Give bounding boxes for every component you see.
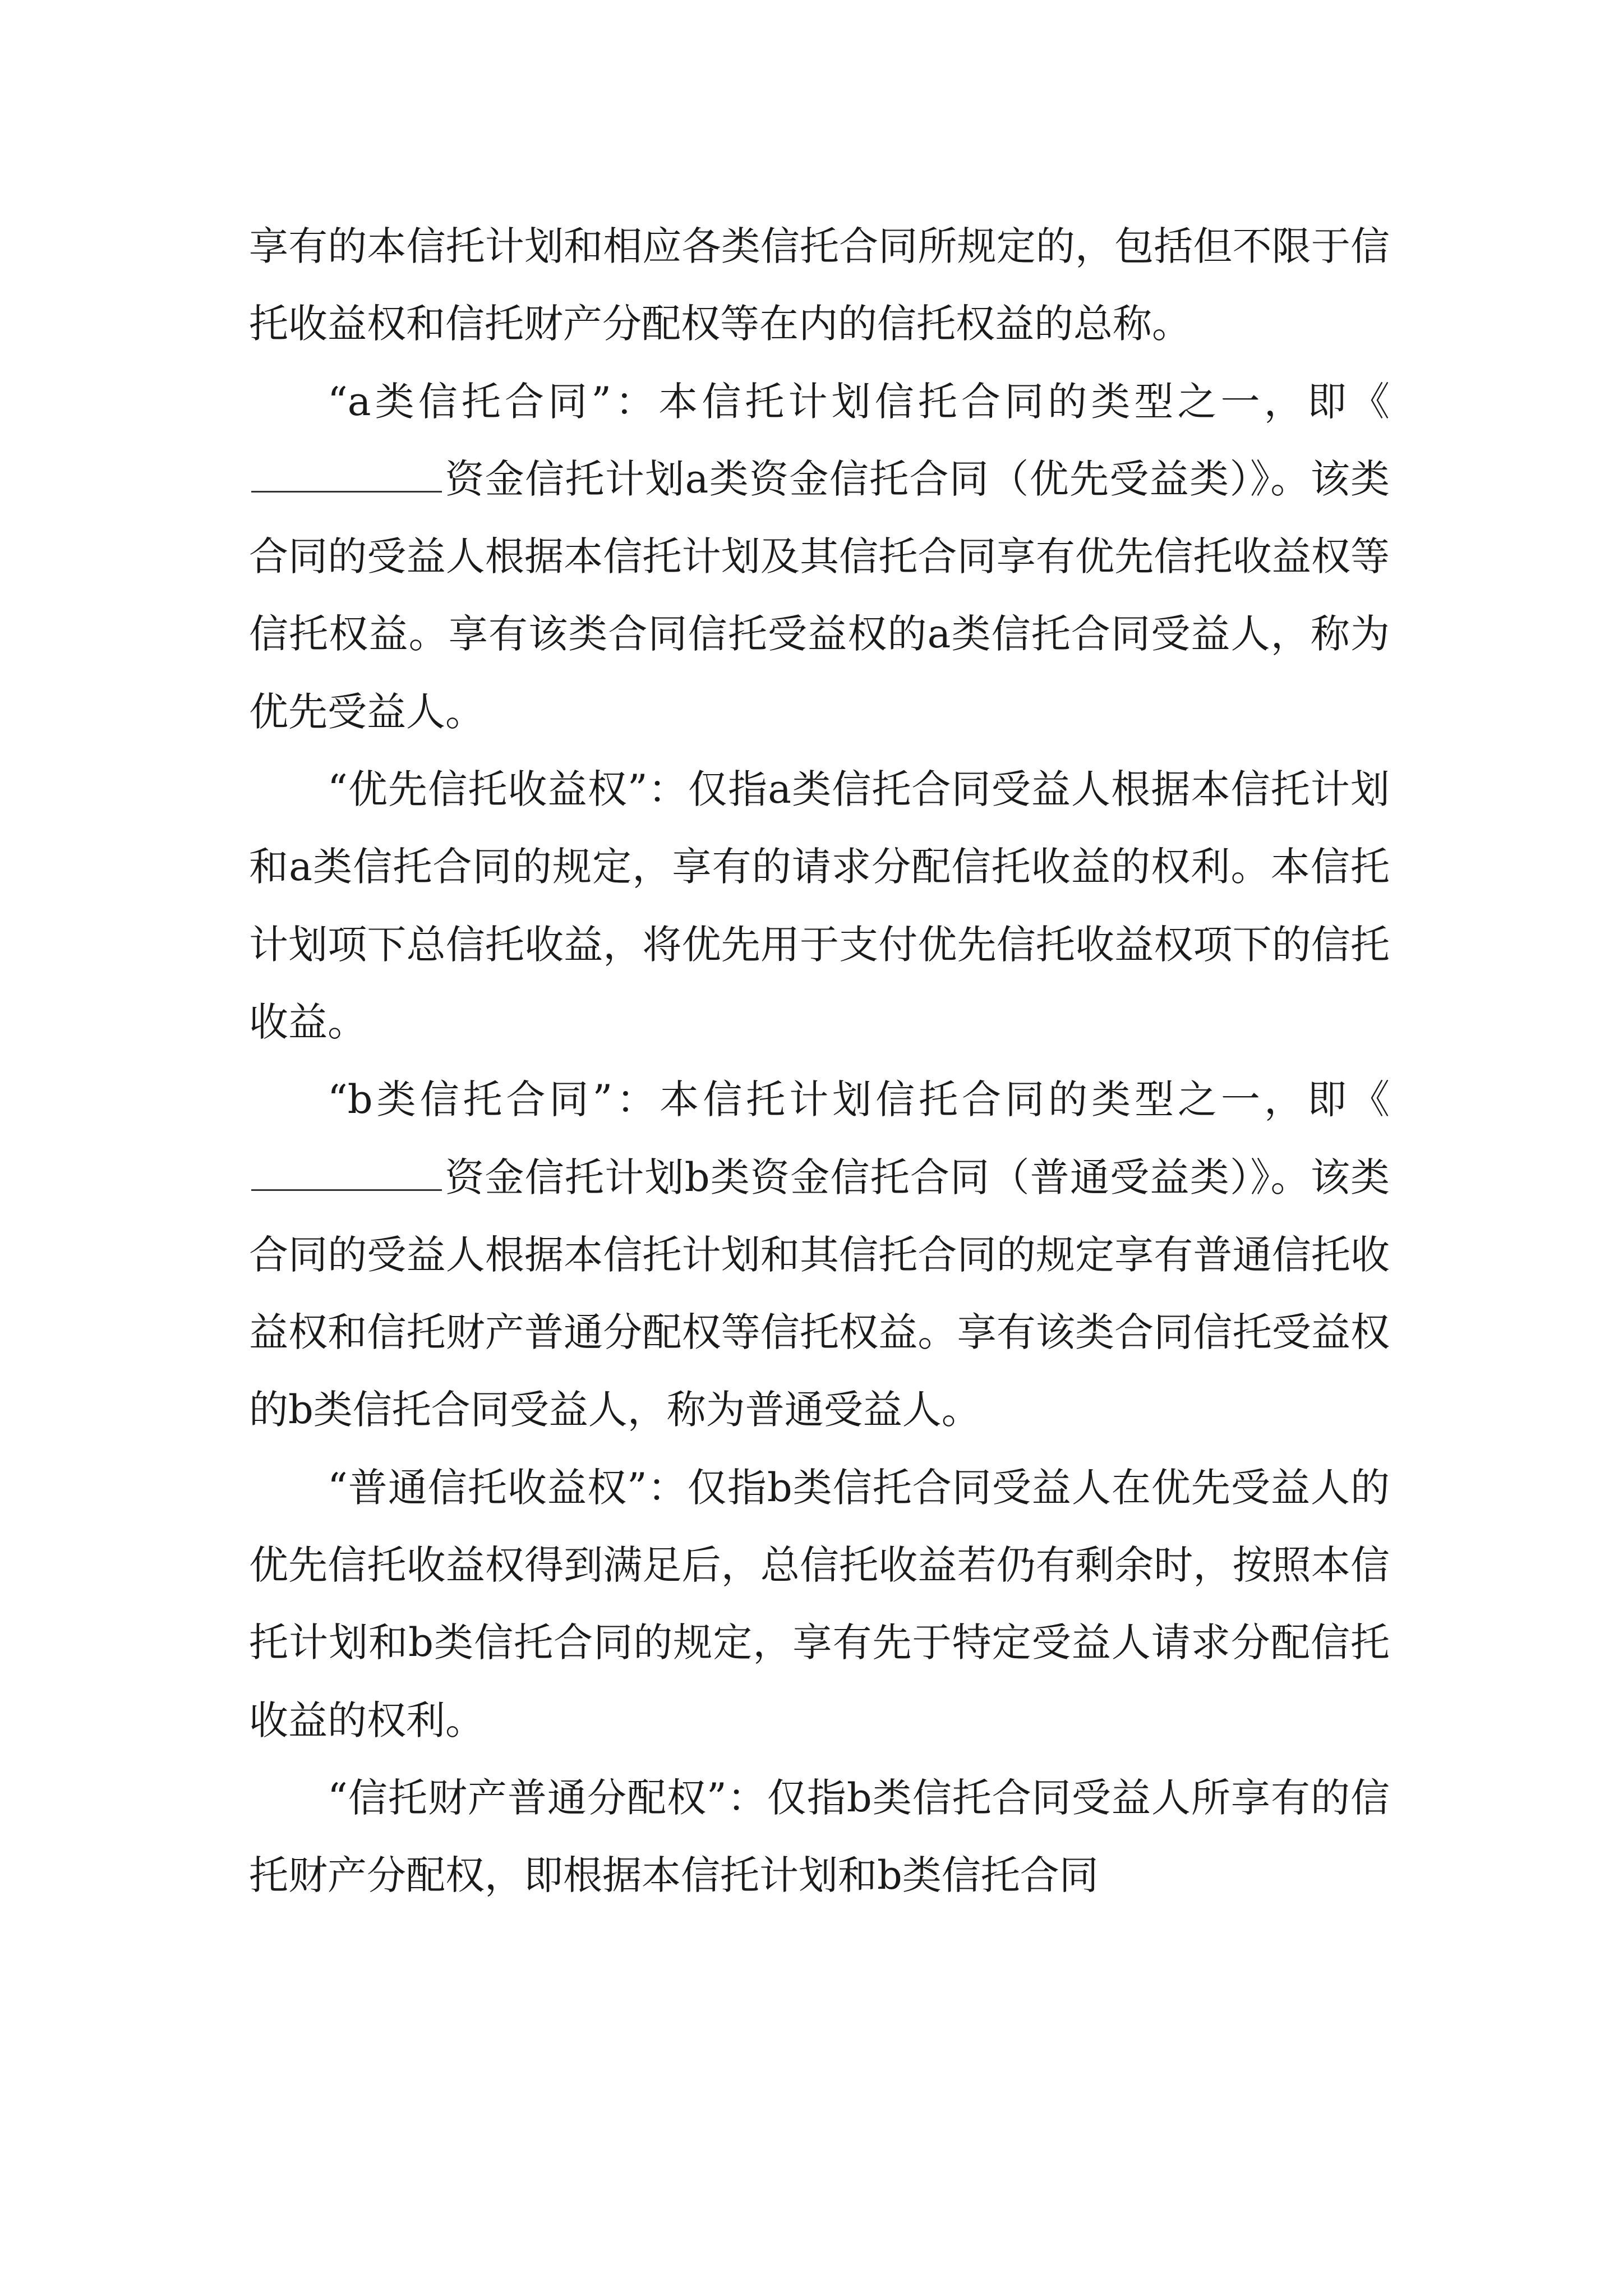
paragraph-trust-rights-definition-end (249, 208, 1390, 363)
paragraph-text: “优先信托收益权”：仅指a类信托合同受益人根据本信托计划和a类信托合同的规定，享有的请求分配信托收益的权利。本信托计划项下总信托收益，将优先用于支付优先信托收益权项下的信托收益。 (249, 766, 1390, 1045)
document-body (249, 208, 1390, 1915)
paragraph-class-a-contract (249, 363, 1390, 751)
paragraph-text: 资金信托计划a类资金信托合同（优先受益类）》。该类合同的受益人根据本信托计划及其信托合同享有优先信托收益权等信托权益。享有该类合同信托受益权的a类信托合同受益人，称为优先受益人。 (249, 455, 1390, 735)
paragraph-ordinary-income-right (249, 1449, 1390, 1759)
paragraph-text: 资金信托计划b类资金信托合同（普通受益类）》。该类合同的受益人根据本信托计划和其信托合同的规定享有普通信托收益权和信托财产普通分配权等信托权益。享有该类合同信托受益权的b类信托合同受益人，称为普通受益人。 (249, 1154, 1390, 1433)
paragraph-text: 享有的本信托计划和相应各类信托合同所规定的，包括但不限于信托收益权和信托财产分配权等在内的信托权益的总称。 (249, 223, 1390, 347)
paragraph-text: “a类信托合同”：本信托计划信托合同的类型之一，即《 (328, 378, 1390, 425)
paragraph-text: “b类信托合同”：本信托计划信托合同的类型之一，即《 (328, 1076, 1390, 1123)
paragraph-class-b-contract (249, 1061, 1390, 1448)
paragraph-ordinary-distribution-right (249, 1759, 1390, 1915)
blank-fill-line (251, 457, 442, 493)
paragraph-text: “普通信托收益权”：仅指b类信托合同受益人在优先受益人的优先信托收益权得到满足后，总信托收益若仍有剩余时，按照本信托计划和b类信托合同的规定，享有先于特定受益人请求分配信托收益的权利。 (249, 1464, 1390, 1743)
blank-fill-line (251, 1156, 442, 1191)
paragraph-priority-income-right (249, 751, 1390, 1061)
paragraph-text: “信托财产普通分配权”：仅指b类信托合同受益人所享有的信托财产分配权，即根据本信托计划和b类信托合同 (249, 1774, 1390, 1899)
